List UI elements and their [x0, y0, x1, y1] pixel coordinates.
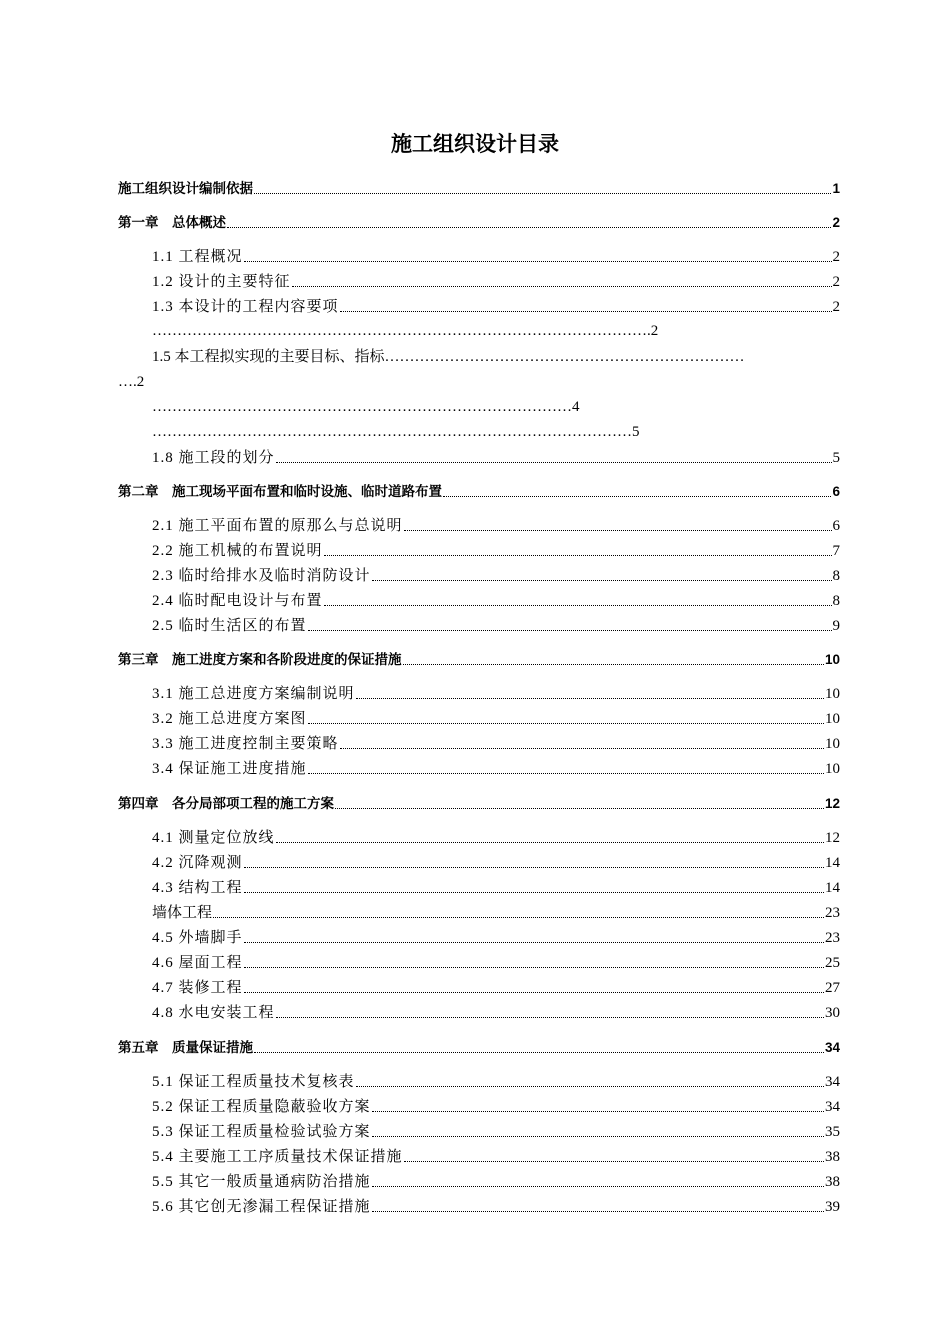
leader-dots: [372, 1185, 824, 1187]
toc-page: 34: [825, 1074, 840, 1090]
toc-page: 5: [832, 450, 840, 466]
leader-dots: [443, 495, 831, 497]
toc-label: 墙体工程: [152, 905, 213, 921]
toc-page: 10: [825, 736, 840, 752]
toc-page: 23: [825, 930, 840, 946]
toc-entry-3-3[interactable]: [152, 735, 840, 753]
leader-dots: [254, 1051, 824, 1053]
toc-entry-1-1[interactable]: [152, 248, 840, 266]
leader-dots: [372, 1135, 824, 1137]
toc-label: 施工组织设计编制依据: [118, 181, 253, 196]
toc-entry-1-5-cont: ….2: [118, 374, 145, 390]
toc-page: 2: [832, 274, 840, 290]
toc-label: 4.1 测量定位放线: [152, 830, 275, 846]
toc-entry-3-4[interactable]: [152, 760, 840, 778]
toc-entry-ch2[interactable]: [118, 483, 840, 501]
toc-page: 38: [825, 1149, 840, 1165]
toc-entry-ch1[interactable]: [118, 214, 840, 232]
toc-label: 4.3 结构工程: [152, 880, 243, 896]
leader-dots: [356, 1085, 824, 1087]
leader-dots: [340, 747, 824, 749]
toc-entry-2-2[interactable]: [152, 542, 840, 560]
toc-entry-3-1[interactable]: [152, 685, 840, 703]
toc-label: 2.4 临时配电设计与布置: [152, 593, 323, 609]
toc-label: 5.2 保证工程质量隐蔽验收方案: [152, 1099, 371, 1115]
leader-dots: [308, 772, 824, 774]
leader-dots: [372, 579, 832, 581]
toc-label: 1.3 本设计的工程内容要项: [152, 299, 339, 315]
toc-page: 35: [825, 1124, 840, 1140]
toc-entry-5-2[interactable]: [152, 1098, 840, 1116]
leader-dots: [404, 1160, 824, 1162]
toc-entry-4-7[interactable]: [152, 979, 840, 997]
toc-page: 23: [825, 905, 840, 921]
leader-dots: [244, 966, 824, 968]
leader-dots: [335, 807, 824, 809]
toc-page: 25: [825, 955, 840, 971]
toc-entry-4-4[interactable]: [152, 904, 840, 922]
leader-dots: [276, 461, 832, 463]
toc-label: 第二章 施工现场平面布置和临时设施、临时道路布置: [118, 484, 442, 499]
leader-dots: [244, 991, 824, 993]
leader-dots: [308, 629, 832, 631]
leader-dots: [292, 285, 832, 287]
toc-label: 1.1 工程概况: [152, 249, 243, 265]
toc-label: 5.1 保证工程质量技术复核表: [152, 1074, 355, 1090]
toc-label: 1.8 施工段的划分: [152, 450, 275, 466]
toc-label: 第三章 施工进度方案和各阶段进度的保证措施: [118, 652, 402, 667]
toc-label: 2.2 施工机械的布置说明: [152, 543, 323, 559]
toc-label: 5.4 主要施工工序质量技术保证措施: [152, 1149, 403, 1165]
toc-entry-1-7[interactable]: ……………………………………………………………………………………5: [152, 424, 640, 440]
toc-label: 3.3 施工进度控制主要策略: [152, 736, 339, 752]
toc-label: 4.5 外墙脚手: [152, 930, 243, 946]
toc-page: 12: [825, 830, 840, 846]
leader-dots: [340, 310, 832, 312]
toc-entry-5-1[interactable]: [152, 1073, 840, 1091]
leader-dots: [244, 891, 824, 893]
leader-dots: [276, 841, 824, 843]
toc-entry-1-5[interactable]: 1.5 本工程拟实现的主要目标、指标………………………………………………………………: [152, 349, 745, 365]
toc-label: 4.2 沉降观测: [152, 855, 243, 871]
leader-dots: [254, 192, 831, 194]
toc-entry-1-2[interactable]: [152, 273, 840, 291]
toc-entry-4-5[interactable]: [152, 929, 840, 947]
toc-label: 4.7 装修工程: [152, 980, 243, 996]
toc-entry-4-1[interactable]: [152, 829, 840, 847]
toc-label: 5.3 保证工程质量检验试验方案: [152, 1124, 371, 1140]
leader-dots: [308, 722, 824, 724]
toc-entry-2-1[interactable]: [152, 517, 840, 535]
toc-entry-2-5[interactable]: [152, 617, 840, 635]
toc-label: 5.6 其它创无渗漏工程保证措施: [152, 1199, 371, 1215]
toc-entry-5-6[interactable]: [152, 1198, 840, 1216]
toc-label: 第四章 各分局部项工程的施工方案: [118, 796, 334, 811]
toc-page: 2: [832, 299, 840, 315]
toc-page: 14: [825, 880, 840, 896]
toc-page: 34: [824, 1040, 840, 1055]
toc-page: 2: [832, 215, 840, 230]
toc-label: 3.1 施工总进度方案编制说明: [152, 686, 355, 702]
toc-page: 10: [825, 711, 840, 727]
toc-entry-ch4[interactable]: [118, 795, 840, 813]
toc-entry-5-3[interactable]: [152, 1123, 840, 1141]
toc-page: 1: [832, 181, 840, 196]
toc-page: 10: [824, 652, 840, 667]
toc-entry-1-6[interactable]: …………………………………………………………………………4: [152, 399, 580, 415]
toc-page: 27: [825, 980, 840, 996]
toc-page: 10: [825, 761, 840, 777]
toc-entry-2-4[interactable]: [152, 592, 840, 610]
leader-dots: [244, 260, 832, 262]
toc-entry-4-6[interactable]: [152, 954, 840, 972]
leader-dots: [372, 1110, 824, 1112]
toc-entry-2-3[interactable]: [152, 567, 840, 585]
toc-page: 34: [825, 1099, 840, 1115]
toc-entry-1-4[interactable]: ……………………………………………………………………………………….2: [152, 323, 659, 339]
toc-page: 6: [832, 484, 840, 499]
toc-entry-4-8[interactable]: [152, 1004, 840, 1022]
toc-label: 3.4 保证施工进度措施: [152, 761, 307, 777]
toc-entry-ch3[interactable]: [118, 651, 840, 669]
toc-label: 第五章 质量保证措施: [118, 1040, 253, 1055]
toc-entry-3-2[interactable]: [152, 710, 840, 728]
leader-dots: [324, 604, 832, 606]
toc-page: 30: [825, 1005, 840, 1021]
toc-page: 38: [825, 1174, 840, 1190]
toc-label: 2.1 施工平面布置的原那么与总说明: [152, 518, 403, 534]
toc-label: 1.2 设计的主要特征: [152, 274, 291, 290]
toc-page: 12: [824, 796, 840, 811]
leader-dots: [372, 1210, 824, 1212]
toc-label: 4.8 水电安装工程: [152, 1005, 275, 1021]
toc-label: 第一章 总体概述: [118, 215, 226, 230]
toc-label: 4.6 屋面工程: [152, 955, 243, 971]
toc-entry-5-5[interactable]: [152, 1173, 840, 1191]
toc-entry-4-3[interactable]: [152, 879, 840, 897]
toc-page: 39: [825, 1199, 840, 1215]
toc-entry-4-2[interactable]: [152, 854, 840, 872]
toc-page: 8: [832, 593, 840, 609]
toc-label: 5.5 其它一般质量通病防治措施: [152, 1174, 371, 1190]
toc-entry-1-3[interactable]: [152, 298, 840, 316]
toc-label: 2.5 临时生活区的布置: [152, 618, 307, 634]
leader-dots: [244, 866, 824, 868]
leader-dots: [324, 554, 832, 556]
toc-page: 14: [825, 855, 840, 871]
leader-dots: [356, 697, 824, 699]
toc-label: 2.3 临时给排水及临时消防设计: [152, 568, 371, 584]
page-title: 施工组织设计目录: [391, 133, 559, 156]
toc-page: 8: [832, 568, 840, 584]
leader-dots: [227, 226, 831, 228]
toc-entry-1-8[interactable]: [152, 449, 840, 467]
toc-page: 10: [825, 686, 840, 702]
leader-dots: [404, 529, 832, 531]
toc-entry-ch5[interactable]: [118, 1039, 840, 1057]
toc-page: 9: [832, 618, 840, 634]
toc-label: 3.2 施工总进度方案图: [152, 711, 307, 727]
toc-page: 6: [832, 518, 840, 534]
toc-page: 2: [832, 249, 840, 265]
leader-dots: [213, 916, 824, 918]
leader-dots: [276, 1016, 824, 1018]
toc-page: 7: [832, 543, 840, 559]
leader-dots: [403, 663, 824, 665]
toc-entry-basis[interactable]: [118, 180, 840, 198]
toc-entry-5-4[interactable]: [152, 1148, 840, 1166]
leader-dots: [244, 941, 824, 943]
